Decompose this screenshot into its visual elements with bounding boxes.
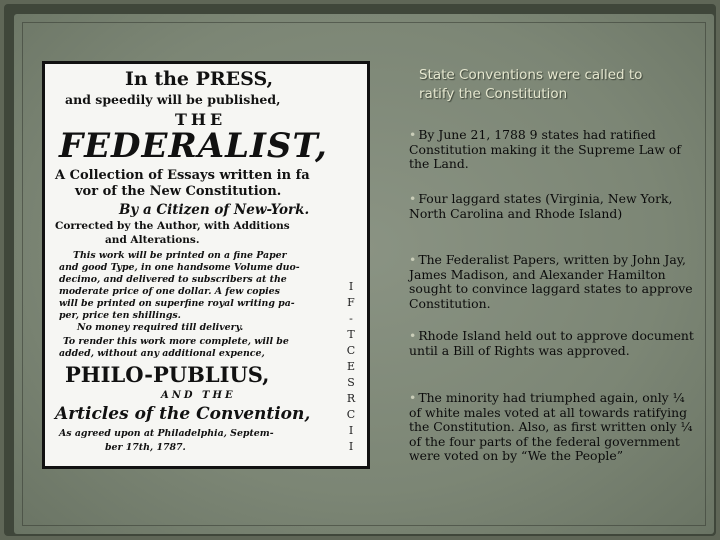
bullet-text: The Federalist Papers, written by John Jay, James Madison, and Alexander Hamilton sought to convince laggard states to approve Constitution.	[409, 252, 693, 311]
side-letter: C	[346, 408, 356, 421]
newspaper-line: will be printed on superfine royal writing pa-	[59, 298, 295, 309]
newspaper-line: Articles of the Convention,	[55, 404, 311, 424]
newspaper-line: and good Type, in one handsome Volume duo-	[59, 262, 300, 273]
newspaper-line: A Collection of Essays written in fa	[55, 168, 310, 183]
bullet-marker: •	[409, 252, 417, 267]
newspaper-line: By a Citizen of New-York.	[119, 202, 310, 218]
bullet-text: By June 21, 1788 9 states had ratified Constitution making it the Supreme Law of the Land.	[409, 127, 681, 172]
side-letter: I	[348, 440, 354, 453]
side-letter: S	[347, 376, 355, 389]
bullet-item	[409, 253, 694, 311]
newspaper-page	[45, 64, 367, 466]
newspaper-line: moderate price of one dollar. A few copies	[59, 286, 280, 297]
side-letter: I	[348, 424, 354, 437]
newspaper-line: FEDERALIST,	[59, 126, 328, 166]
newspaper-line: PHILO-PUBLIUS,	[65, 362, 270, 387]
bullet-item	[409, 192, 694, 221]
newspaper-line: To render this work more complete, will be	[63, 336, 289, 347]
slide-title-line: ratify the Constitution	[419, 86, 568, 102]
side-letter: R	[346, 392, 356, 405]
side-letter: I	[348, 280, 354, 293]
newspaper-line: THE	[175, 110, 227, 129]
side-letter: -	[349, 312, 353, 325]
side-letter: T	[347, 328, 355, 341]
bullet-marker: •	[409, 328, 417, 343]
newspaper-line: As agreed upon at Philadelphia, Septem-	[59, 428, 274, 439]
bullet-marker: •	[409, 127, 417, 142]
newspaper-line: This work will be printed on a fine Paper	[73, 250, 287, 261]
newspaper-side-column	[343, 279, 359, 455]
bullet-text: Rhode Island held out to approve document until a Bill of Rights was approved.	[409, 328, 694, 358]
bullet-marker: •	[409, 390, 417, 405]
bullet-text: The minority had triumphed again, only ¼ of white males voted at all towards ratifying the Constitution. Also, as first written only ¼ of the four parts of the federal government were voted on by “We the People”	[409, 390, 693, 464]
slide-title	[419, 66, 689, 104]
newspaper-line: decimo, and delivered to subscribers at the	[59, 274, 287, 285]
bullet-item	[409, 391, 694, 464]
newspaper-line: In the PRESS,	[125, 68, 274, 90]
newspaper-line: vor of the New Constitution.	[75, 184, 282, 199]
newspaper-line: and Alterations.	[105, 234, 200, 246]
side-letter: F	[347, 296, 355, 309]
newspaper-line: and speedily will be published,	[65, 92, 281, 107]
bullet-marker: •	[409, 191, 417, 206]
side-letter: E	[346, 360, 356, 373]
bullet-text: Four laggard states (Virginia, New York, North Carolina and Rhode Island)	[409, 191, 673, 221]
newspaper-line: ber 17th, 1787.	[105, 442, 186, 453]
side-letter: C	[346, 344, 356, 357]
newspaper-line: added, without any additional expence,	[59, 348, 265, 359]
slide-title-line: State Conventions were called to	[419, 67, 643, 83]
bullet-item	[409, 329, 694, 358]
newspaper-line: Corrected by the Author, with Additions	[55, 220, 290, 232]
newspaper-line: per, price ten shillings.	[59, 310, 181, 321]
bullet-item	[409, 128, 694, 172]
newspaper-line: No money required till delivery.	[77, 322, 244, 333]
federalist-newspaper-image	[42, 61, 370, 469]
newspaper-line: AND THE	[161, 390, 236, 401]
